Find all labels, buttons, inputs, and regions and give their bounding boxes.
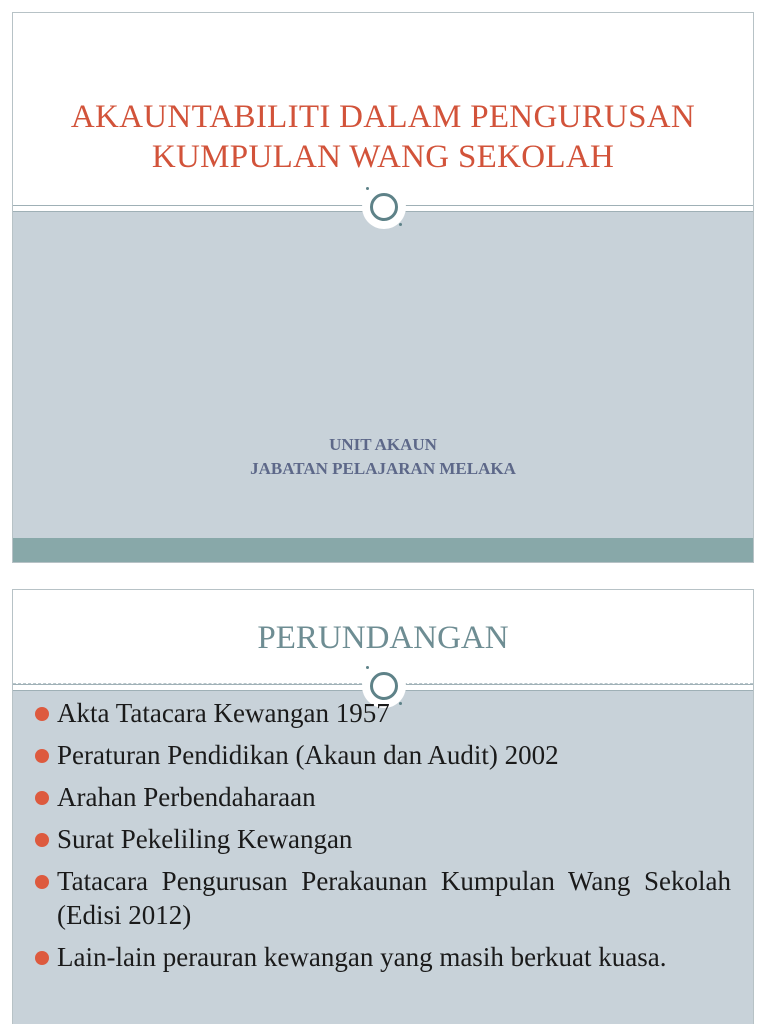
round-bullet-icon [35, 833, 49, 847]
list-item-text: Akta Tatacara Kewangan 1957 [57, 698, 390, 728]
list-item-text: Peraturan Pendidikan (Akaun dan Audit) 2002 [57, 740, 559, 770]
list-item [13, 940, 753, 974]
subtitle-line-2: JABATAN PELAJARAN MELAKA [250, 459, 516, 478]
slide-subtitle [13, 433, 753, 481]
round-bullet-icon [35, 791, 49, 805]
list-item-text: Tatacara Pengurusan Perakaunan Kumpulan Wang Sekolah (Edisi 2012) [57, 866, 731, 930]
round-bullet-icon [35, 707, 49, 721]
subtitle-line-1: UNIT AKAUN [329, 435, 437, 454]
slide-title: PERUNDANGAN [257, 620, 509, 656]
title-area [13, 13, 753, 205]
list-item [13, 864, 753, 932]
list-item [13, 738, 753, 772]
slide-title [13, 97, 753, 177]
list-item [13, 822, 753, 856]
circle-ornament-icon [362, 185, 406, 229]
round-bullet-icon [35, 875, 49, 889]
round-bullet-icon [35, 951, 49, 965]
bullet-list [13, 696, 753, 982]
list-item [13, 696, 753, 730]
round-bullet-icon [35, 749, 49, 763]
slide-title-line-1: AKAUNTABILITI DALAM PENGURUSAN [70, 99, 696, 135]
list-item-text: Surat Pekeliling Kewangan [57, 824, 353, 854]
subtitle-area [13, 212, 753, 538]
slide-title-line-2: KUMPULAN WANG SEKOLAH [151, 139, 615, 175]
footer-band [13, 538, 753, 563]
list-item-text: Lain-lain perauran kewangan yang masih berkuat kuasa. [57, 942, 667, 972]
title-slide [12, 12, 754, 563]
list-item [13, 780, 753, 814]
list-item-text: Arahan Perbendaharaan [57, 782, 316, 812]
content-slide [12, 589, 754, 1024]
